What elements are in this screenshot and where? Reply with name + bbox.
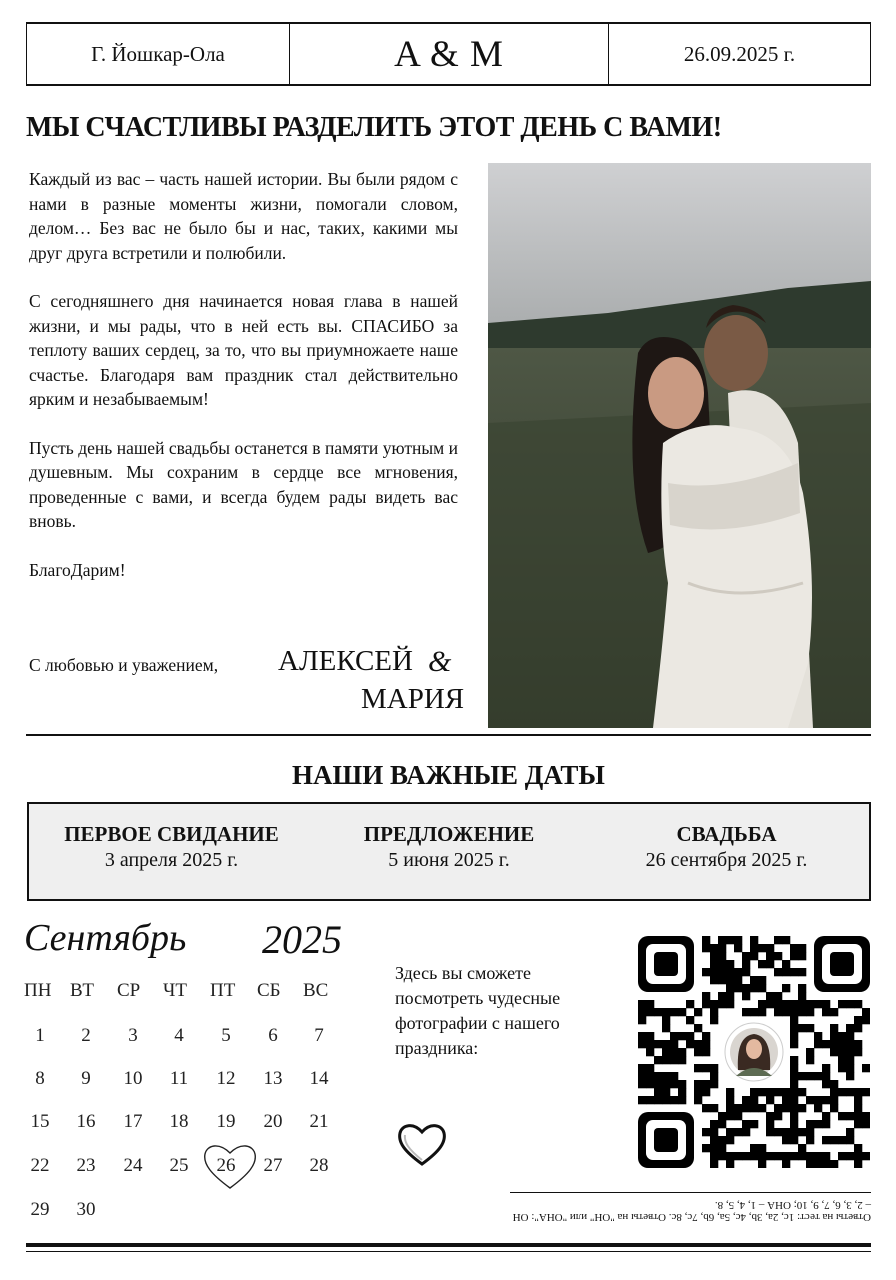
signoff: С любовью и уважением,	[29, 655, 219, 675]
bottom-rule-thin	[26, 1251, 871, 1252]
calendar-day: 25	[169, 1155, 189, 1176]
issue-date: 26.09.2025 г.	[609, 24, 871, 84]
calendar-day: 4	[174, 1025, 184, 1046]
calendar-day: 14	[309, 1068, 329, 1089]
letter-body	[29, 167, 458, 596]
date-value: 26 сентября 2025 г.	[645, 849, 808, 871]
letter-paragraph-3: Пусть день нашей свадьбы останется в памяти уютным и душевным. Мы сохраним в сердце все мгновения, проведенные с вами, и всегда будем рады видеть вас вновь.	[29, 437, 458, 531]
calendar-day: 30	[76, 1199, 96, 1220]
calendar-day: 23	[76, 1155, 96, 1176]
calendar-day: 17	[123, 1111, 143, 1132]
date-label: ПЕРВОЕ СВИДАНИЕ	[64, 822, 279, 846]
dates-title: НАШИ ВАЖНЫЕ ДАТЫ	[292, 760, 605, 790]
answers-divider	[510, 1192, 871, 1193]
date-value: 3 апреля 2025 г.	[104, 849, 239, 871]
calendar-day: 27	[263, 1155, 283, 1176]
letter-paragraph-1: Каждый из вас – часть нашей истории. Вы были рядом с нами в разные моменты жизни, помогали словом, делом… Без вас не было бы и нас, таких, какими мы друг друга встретили и полюбили.	[29, 169, 458, 263]
letter-thanks: БлагоДарим!	[29, 559, 126, 580]
calendar-day: 16	[76, 1111, 96, 1132]
calendar-year: 2025	[262, 917, 342, 962]
city: Г. Йошкар-Ола	[26, 24, 289, 84]
heart-icon	[396, 1120, 448, 1168]
calendar-day: 11	[169, 1068, 189, 1089]
weekday-label: СР	[117, 980, 141, 1001]
couple-photo	[488, 163, 871, 728]
calendar-day: 18	[169, 1111, 189, 1132]
weekday-label: ВТ	[70, 980, 95, 1001]
calendar-day: 29	[30, 1199, 50, 1220]
calendar-day: 13	[263, 1068, 283, 1089]
calendar-day: 1	[35, 1025, 45, 1046]
weekday-label: СБ	[257, 980, 281, 1001]
weekday-label: ВС	[303, 980, 329, 1001]
calendar-day: 2	[81, 1025, 91, 1046]
calendar-day: 7	[314, 1025, 324, 1046]
calendar-day: 19	[216, 1111, 236, 1132]
calendar-day: 12	[216, 1068, 236, 1089]
dates-box	[27, 802, 871, 901]
monogram-logo: A & M	[289, 24, 609, 84]
calendar-month: Сентябрь	[24, 917, 187, 959]
signature-ampersand: &	[428, 645, 452, 678]
quiz-answers: Ответы на тест: 1с, 2а, 3b, 4с, 5а, 6b, 7с, 8с. Ответы на "ОН" или "ОНА": ОН – 2, 3, 6, 7, 9, 10; ОНА – 1, 4, 5, 8.	[512, 1199, 871, 1223]
date-proposal	[314, 822, 584, 872]
calendar-day: 15	[30, 1111, 50, 1132]
signature-bride: МАРИЯ	[361, 683, 465, 715]
calendar-day: 26	[216, 1155, 236, 1176]
calendar-day: 6	[268, 1025, 278, 1046]
qr-code-icon[interactable]	[638, 936, 870, 1168]
qr-caption: Здесь вы сможете посмотреть чудесные фотографии с нашего праздника:	[395, 963, 561, 1058]
headline: МЫ СЧАСТЛИВЫ РАЗДЕЛИТЬ ЭТОТ ДЕНЬ С ВАМИ!	[26, 112, 722, 143]
date-label: ПРЕДЛОЖЕНИЕ	[363, 822, 535, 846]
date-value: 5 июня 2025 г.	[388, 849, 510, 871]
calendar-day: 28	[309, 1155, 329, 1176]
calendar-day: 8	[35, 1068, 45, 1089]
heart-outline-icon	[201, 1140, 259, 1192]
date-first-date	[29, 822, 314, 872]
weekday-label: ПТ	[210, 980, 236, 1001]
weekday-label: ЧТ	[163, 980, 187, 1001]
calendar-day: 9	[81, 1068, 91, 1089]
calendar-day: 21	[309, 1111, 329, 1132]
date-wedding	[584, 822, 869, 872]
masthead	[26, 22, 871, 86]
calendar-day: 5	[221, 1025, 231, 1046]
calendar-day: 10	[123, 1068, 143, 1089]
date-label: СВАДЬБА	[676, 822, 777, 846]
section-divider	[26, 734, 871, 736]
signature-groom: АЛЕКСЕЙ	[278, 645, 413, 677]
calendar-day: 22	[30, 1155, 50, 1176]
calendar-day: 3	[128, 1025, 138, 1046]
calendar-day: 24	[123, 1155, 143, 1176]
bottom-rule-thick	[26, 1243, 871, 1247]
weekday-label: ПН	[24, 980, 52, 1001]
letter-paragraph-2: С сегодняшнего дня начинается новая глава в нашей жизни, и мы рады, что в ней есть вы. СПАСИБО за теплоту ваших сердец, за то, что вы приумножаете наше счастье. Благодаря вам праздник стал действительно ярким и незабываемым!	[29, 291, 458, 409]
calendar-day: 20	[263, 1111, 283, 1132]
